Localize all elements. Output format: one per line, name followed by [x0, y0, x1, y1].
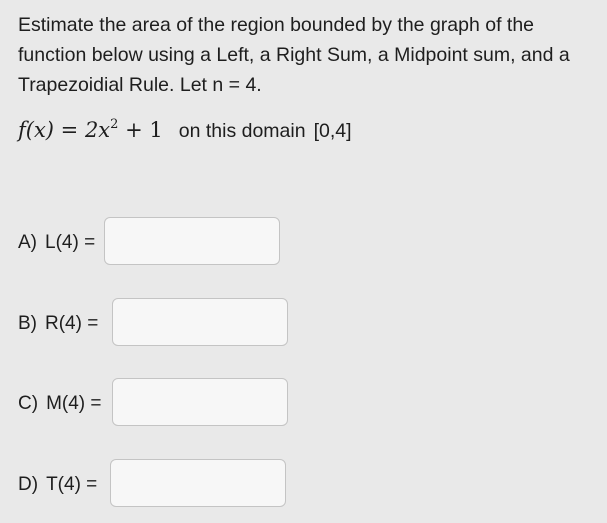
- right-sum-label: R(4) =: [45, 313, 99, 334]
- midpoint-sum-input[interactable]: [112, 378, 288, 426]
- answer-row-trapezoid: [18, 474, 97, 496]
- problem-line-3: Trapezoidial Rule. Let n = 4.: [18, 74, 262, 96]
- problem-line-2: function below using a Left, a Right Sum, a Midpoint sum, and a: [18, 44, 570, 66]
- function-exponent: 2: [110, 117, 119, 132]
- function-definition: [18, 118, 352, 143]
- function-formula: [18, 118, 163, 142]
- domain-label: on this domain: [178, 120, 306, 142]
- answer-letter-d: D): [18, 474, 39, 495]
- answer-row-right-sum: [18, 313, 98, 335]
- left-sum-label: L(4) =: [45, 232, 96, 253]
- answer-letter-a: A): [18, 232, 37, 253]
- answer-letter-c: C): [18, 393, 39, 414]
- function-rhs: + 1: [118, 118, 163, 142]
- left-sum-input[interactable]: [104, 217, 280, 265]
- trapezoid-input[interactable]: [110, 459, 286, 507]
- answer-row-left-sum: [18, 232, 95, 254]
- answer-letter-b: B): [18, 313, 37, 334]
- problem-statement: [18, 10, 603, 100]
- function-lhs: f(x) = 2x: [18, 118, 111, 142]
- problem-line-1: Estimate the area of the region bounded by the graph of the: [18, 14, 535, 36]
- right-sum-input[interactable]: [112, 298, 288, 346]
- midpoint-sum-label: M(4) =: [46, 393, 102, 414]
- domain-interval: [0,4]: [313, 120, 352, 142]
- trapezoid-label: T(4) =: [46, 474, 98, 495]
- answer-row-midpoint-sum: [18, 393, 102, 415]
